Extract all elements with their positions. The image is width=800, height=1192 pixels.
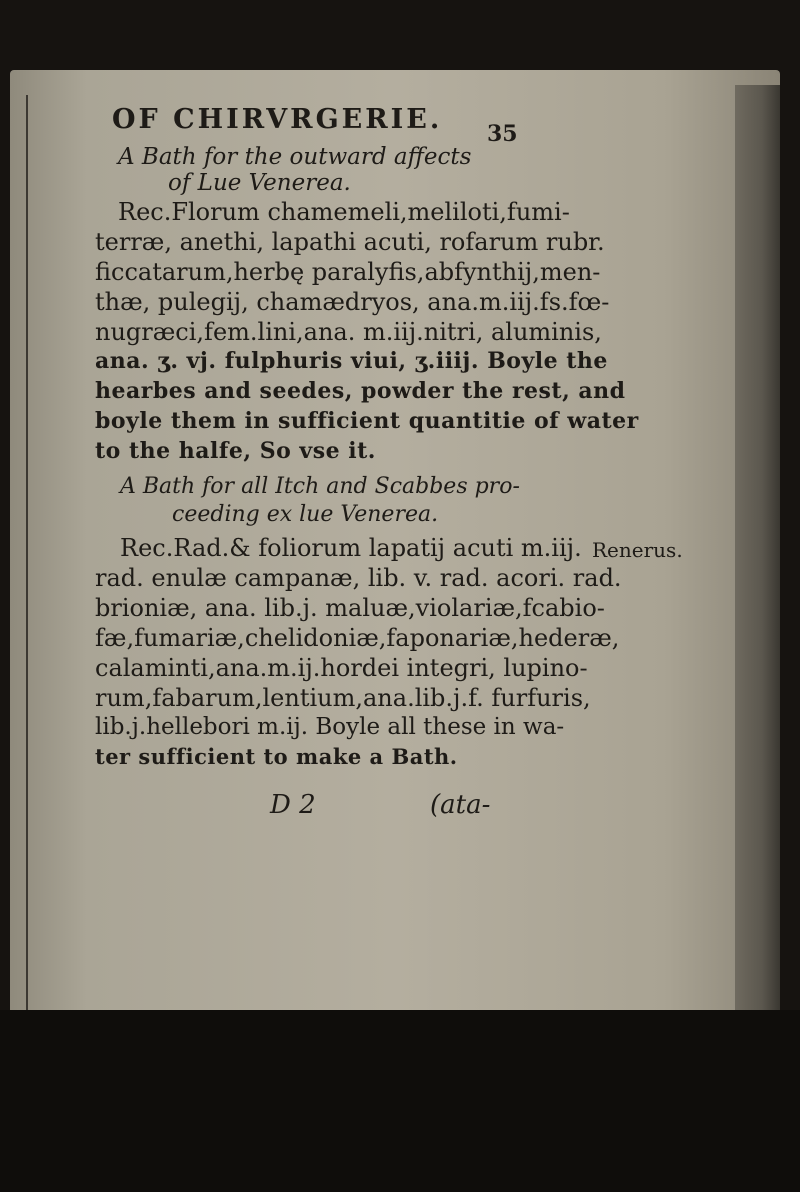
body-line: ter sufficient to make a Bath. (95, 744, 458, 769)
body-line: terræ, anethi, lapathi acuti, rofarum rubr. (95, 228, 605, 256)
section-heading: ceeding ex lue Venerea. (172, 502, 439, 527)
section-heading: of Lue Venerea. (168, 170, 351, 196)
body-line: hearbes and seedes, powder the rest, and (95, 378, 626, 404)
body-line: Rec.Florum chamemeli,meliloti,fumi- (118, 198, 570, 226)
catchword: (ata- (430, 790, 491, 820)
body-line: nugræci,fem.lini,ana. m.iij.nitri, aluminis, (95, 318, 602, 346)
margin-note: Renerus. (592, 538, 683, 562)
section-heading: A Bath for all Itch and Scabbes pro- (120, 474, 520, 499)
body-line: fæ,fumariæ,chelidoniæ,faponariæ,hederæ, (95, 624, 620, 652)
body-line: lib.j.hellebori m.ij. Boyle all these in wa- (95, 714, 565, 740)
page-edge (735, 85, 780, 1085)
body-line: rum,fabarum,lentium,ana.lib.j.f. furfuris, (95, 684, 591, 712)
signature-mark: D 2 (270, 790, 316, 820)
body-line: calaminti,ana.m.ij.hordei integri, lupino- (95, 654, 588, 682)
running-title: OF CHIRVRGERIE. (112, 104, 443, 135)
body-line: rad. enulæ campanæ, lib. v. rad. acori. rad. (95, 564, 622, 592)
body-line: ficcatarum,herbę paralyfis,abfynthij,men- (95, 258, 601, 286)
body-line: brioniæ, ana. lib.j. maluæ,violariæ,fcabio- (95, 594, 605, 622)
body-line: to the halfe, So vse it. (95, 438, 376, 464)
section-heading: A Bath for the outward affects (118, 144, 472, 170)
body-line: ana. ʒ. vj. fulphuris viui, ʒ.iiij. Boyle the (95, 348, 608, 374)
scan-shadow (0, 1010, 800, 1192)
body-line: boyle them in sufficient quantitie of water (95, 408, 639, 434)
margin-rule (26, 95, 28, 1075)
page-number: 35 (487, 121, 518, 147)
body-line: thæ, pulegij, chamædryos, ana.m.iij.fs.fœ- (95, 288, 610, 316)
body-line: Rec.Rad.& foliorum lapatij acuti m.iij. (120, 534, 582, 562)
